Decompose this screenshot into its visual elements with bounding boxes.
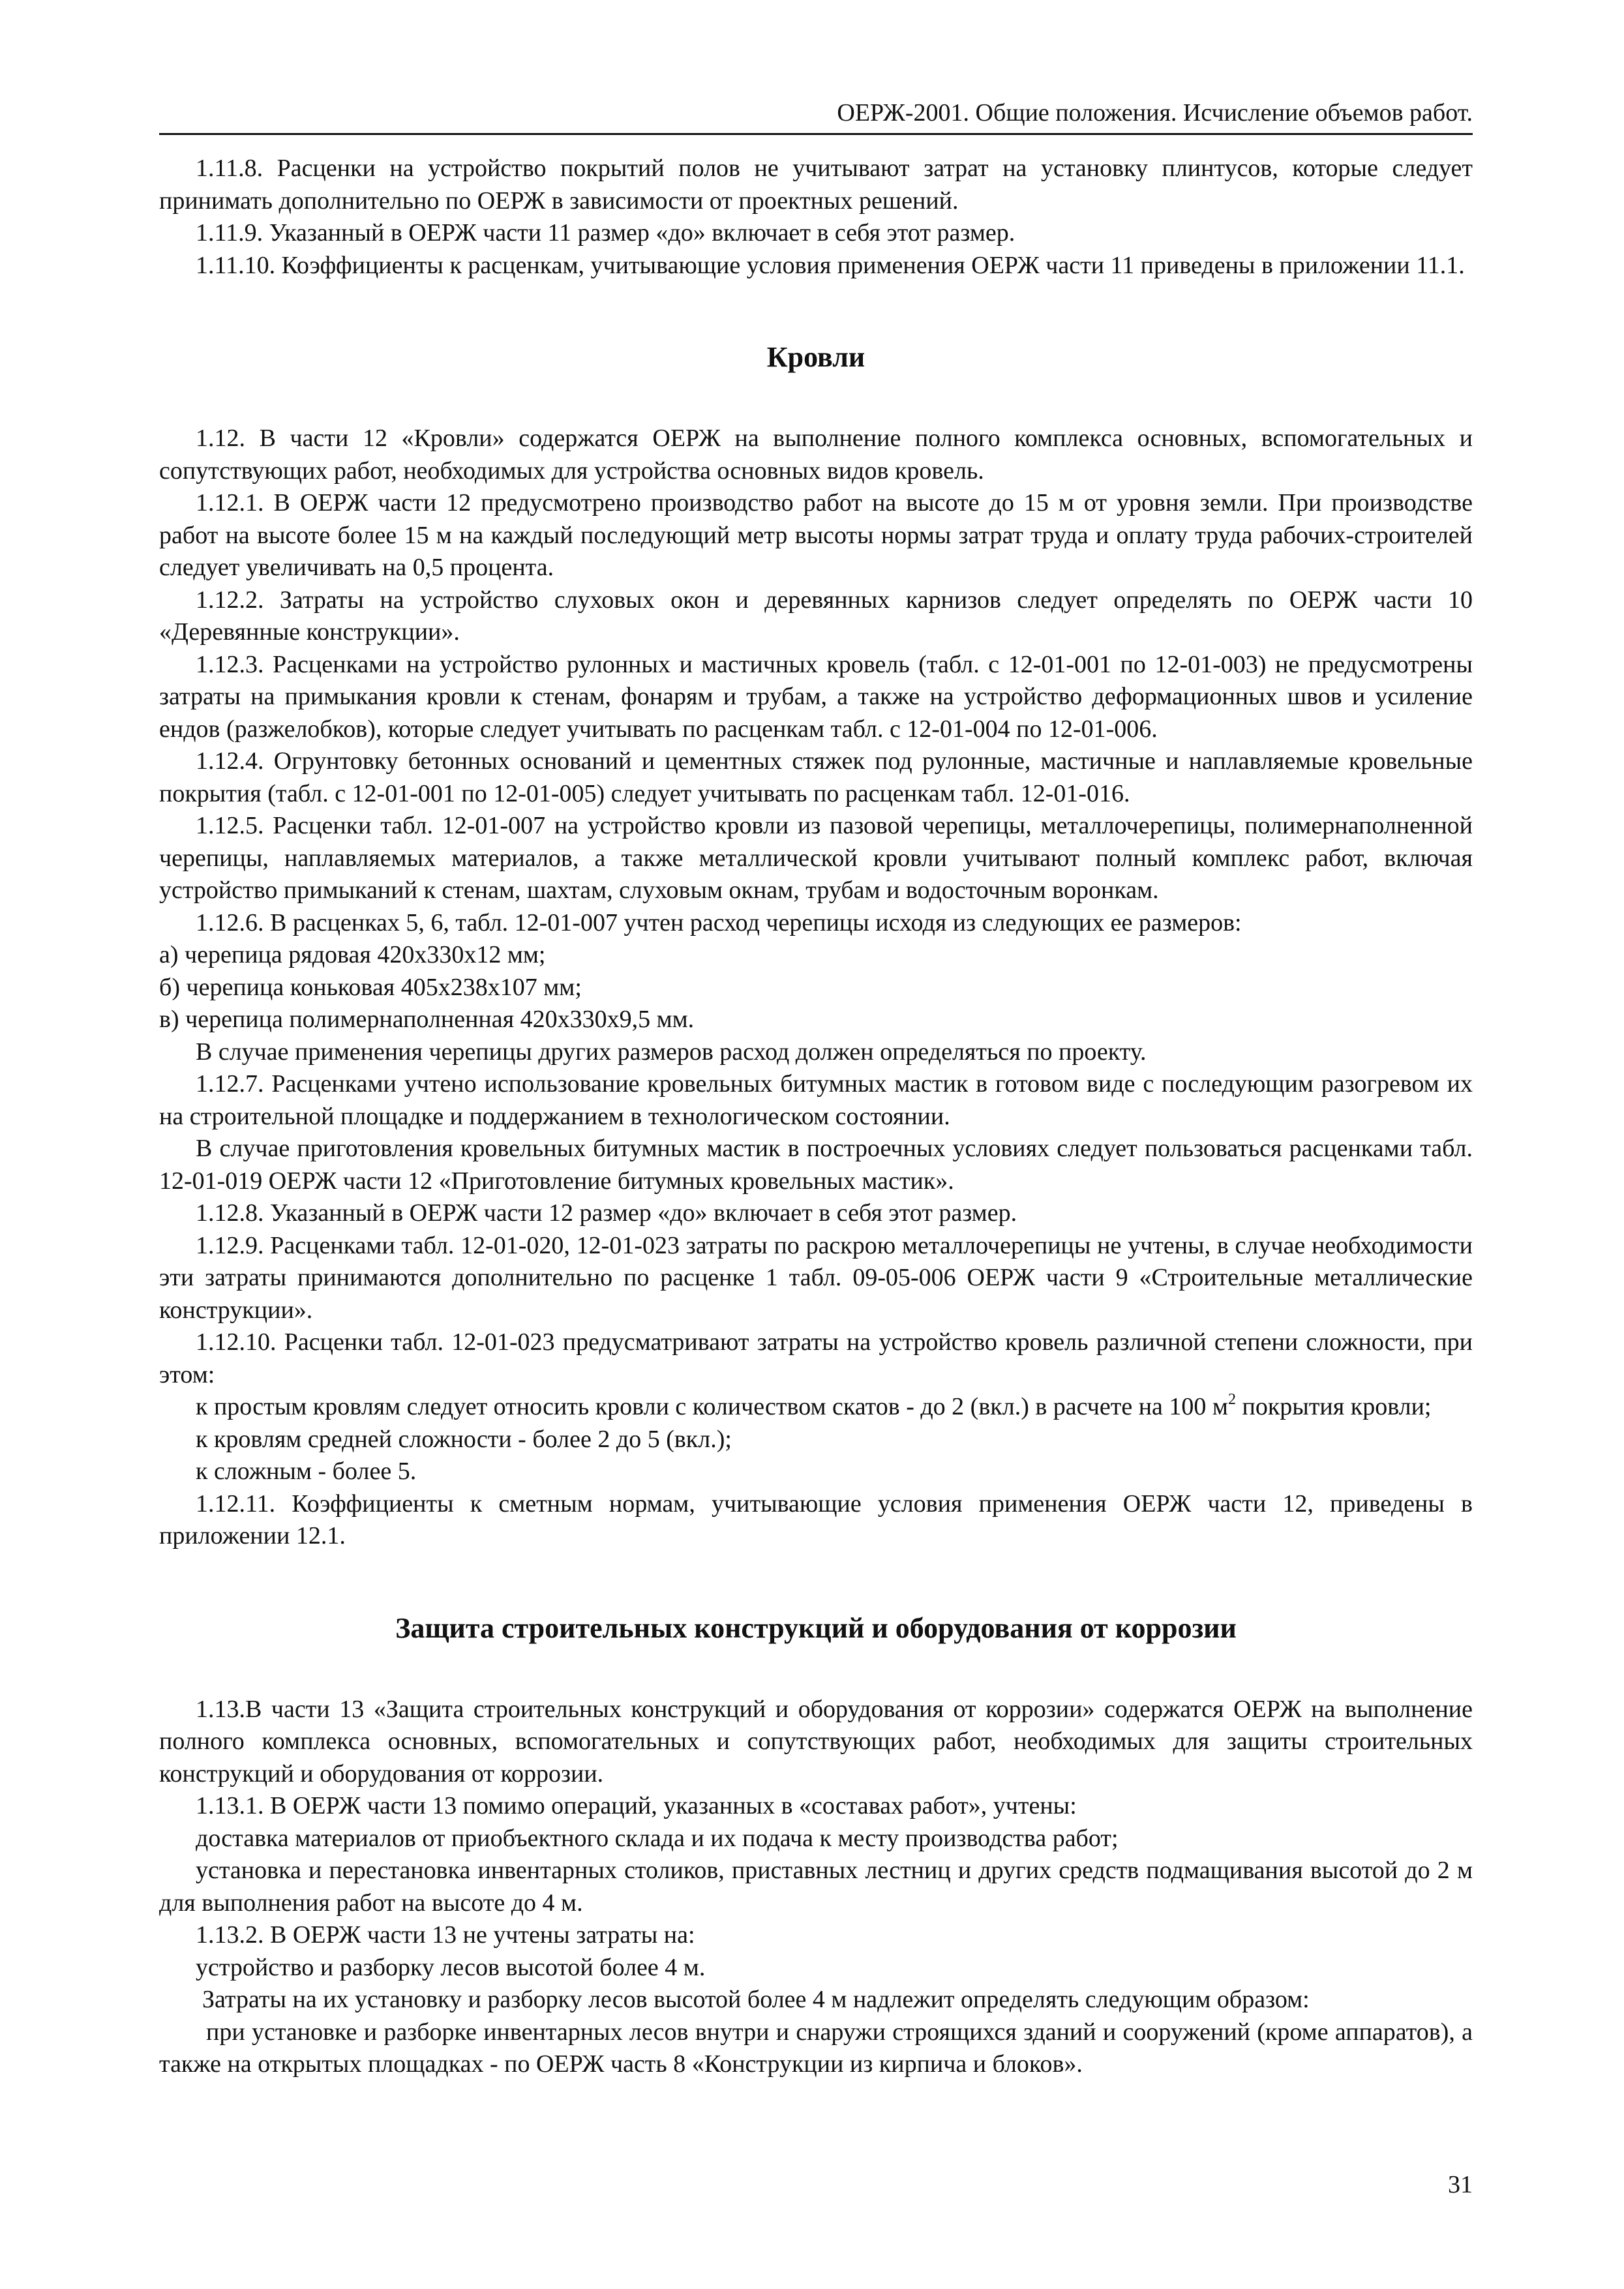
simple-roofs-tail: покрытия кровли; <box>1235 1393 1432 1420</box>
paragraph: 1.11.10. Коэффициенты к расценкам, учитывающие условия применения ОЕРЖ части 11 приведены в приложении 11.1. <box>196 251 1465 279</box>
list-item: б) черепица коньковая 405х238х107 мм; <box>159 973 582 1001</box>
page-content <box>159 153 1473 2081</box>
paragraph: 1.12.3. Расценками на устройство рулонных и мастичных кровель (табл. с 12-01-001 по 12-01-003) не предусмотрены затраты на примыкания кровли к стенам, фонарям и трубам, а также на устройство деформационных швов и усиление ендов (разжелобков), которые следует учитывать по расценкам табл. с 12-01-004 по 12-01-006. <box>159 650 1473 743</box>
paragraph: 1.12.1. В ОЕРЖ части 12 предусмотрено производство работ на высоте до 15 м от уровня земли. При производстве работ на высоте более 15 м на каждый последующий метр высоты нормы затрат труда и оплату труда рабочих-строителей следует увеличивать на 0,5 процента. <box>159 489 1473 581</box>
paragraph: 1.12.6. В расценках 5, 6, табл. 12-01-007 учтен расход черепицы исходя из следующих ее размеров: <box>196 908 1242 936</box>
paragraph: 1.12.4. Огрунтовку бетонных оснований и цементных стяжек под рулонные, мастичные и наплавляемые кровельные покрытия (табл. с 12-01-001 по 12-01-005) следует учитывать по расценкам табл. 12-01-016. <box>159 747 1473 807</box>
simple-roofs-text: к простым кровлям следует относить кровли с количеством скатов - до 2 (вкл.) в расчете на 100 м <box>196 1393 1228 1420</box>
running-header: ОЕРЖ-2001. Общие положения. Исчисление объемов работ. <box>159 97 1473 135</box>
paragraph: при установке и разборке инвентарных лесов внутри и снаружи строящихся зданий и сооружений (кроме аппаратов), а также на открытых площадках - по ОЕРЖ часть 8 «Конструкции из кирпича и блоков». <box>159 2018 1473 2078</box>
paragraph: В случае приготовления кровельных битумных мастик в построечных условиях следует пользоваться расценками табл. 12-01-019 ОЕРЖ части 12 «Приготовление битумных кровельных мастик». <box>159 1135 1473 1195</box>
paragraph: 1.12.10. Расценки табл. 12-01-023 предусматривают затраты на устройство кровель различной степени сложности, при этом: <box>159 1328 1473 1388</box>
paragraph: 1.12.2. Затраты на устройство слуховых окон и деревянных карнизов следует определять по ОЕРЖ части 10 «Деревянные конструкции». <box>159 586 1473 646</box>
paragraph: доставка материалов от приобъектного склада и их подача к месту производства работ; <box>196 1824 1119 1852</box>
paragraph: устройство и разборку лесов высотой более 4 м. <box>196 1953 706 1981</box>
paragraph: В случае применения черепицы других размеров расход должен определяться по проекту. <box>196 1038 1147 1066</box>
page-number: 31 <box>1448 2171 1473 2198</box>
paragraph: 1.13.В части 13 «Защита строительных конструкций и оборудования от коррозии» содержатся ОЕРЖ на выполнение полного комплекса основных, вспомогательных и сопутствующих работ, необходимых для защиты строительных конструкций и оборудования от коррозии. <box>159 1695 1473 1788</box>
paragraph: установка и перестановка инвентарных столиков, приставных лестниц и других средств подмащивания высотой до 2 м для выполнения работ на высоте до 4 м. <box>159 1857 1473 1917</box>
paragraph: 1.12.11. Коэффициенты к сметным нормам, учитывающие условия применения ОЕРЖ части 12, приведены в приложении 12.1. <box>159 1489 1473 1549</box>
paragraph: 1.13.2. В ОЕРЖ части 13 не учтены затраты на: <box>196 1921 695 1949</box>
list-item: а) черепица рядовая 420х330х12 мм; <box>159 941 546 968</box>
section-heading-roofs: Кровли <box>766 341 865 373</box>
section-heading-corrosion: Защита строительных конструкций и оборудования от коррозии <box>395 1611 1237 1644</box>
paragraph: 1.12.7. Расценками учтено использование кровельных битумных мастик в готовом виде с последующим разогревом их на строительной площадке и поддержанием в технологическом состоянии. <box>159 1070 1473 1130</box>
paragraph: к сложным - более 5. <box>196 1458 417 1485</box>
paragraph: 1.11.9. Указанный в ОЕРЖ части 11 размер «до» включает в себя этот размер. <box>196 219 1015 247</box>
paragraph: 1.12.5. Расценки табл. 12-01-007 на устройство кровли из пазовой черепицы, металлочерепицы, полимернаполненной черепицы, наплавляемых материалов, а также металлической кровли учитывают полный комплекс работ, включая устройство примыканий к стенам, шахтам, слуховым окнам, трубам и водосточным воронкам. <box>159 812 1473 904</box>
list-item: в) черепица полимернаполненная 420х330х9,5 мм. <box>159 1006 695 1033</box>
paragraph: 1.12.8. Указанный в ОЕРЖ части 12 размер «до» включает в себя этот размер. <box>196 1199 1017 1227</box>
paragraph-simple-roofs <box>159 1391 1473 1424</box>
paragraph: Затраты на их установку и разборку лесов высотой более 4 м надлежит определять следующим образом: <box>202 1986 1310 2013</box>
paragraph: к кровлям средней сложности - более 2 до 5 (вкл.); <box>196 1425 732 1453</box>
superscript: 2 <box>1227 1391 1236 1408</box>
paragraph: 1.12. В части 12 «Кровли» содержатся ОЕРЖ на выполнение полного комплекса основных, вспомогательных и сопутствующих работ, необходимых для устройства основных видов кровель. <box>159 425 1473 485</box>
paragraph: 1.11.8. Расценки на устройство покрытий полов не учитывают затрат на установку плинтусов, которые следует принимать дополнительно по ОЕРЖ в зависимости от проектных решений. <box>159 155 1473 215</box>
paragraph: 1.12.9. Расценками табл. 12-01-020, 12-01-023 затраты по раскрою металлочерепицы не учтены, в случае необходимости эти затраты принимаются дополнительно по расценке 1 табл. 09-05-006 ОЕРЖ части 9 «Строительные металлические конструкции». <box>159 1231 1473 1324</box>
paragraph: 1.13.1. В ОЕРЖ части 13 помимо операций, указанных в «составах работ», учтены: <box>196 1792 1077 1819</box>
